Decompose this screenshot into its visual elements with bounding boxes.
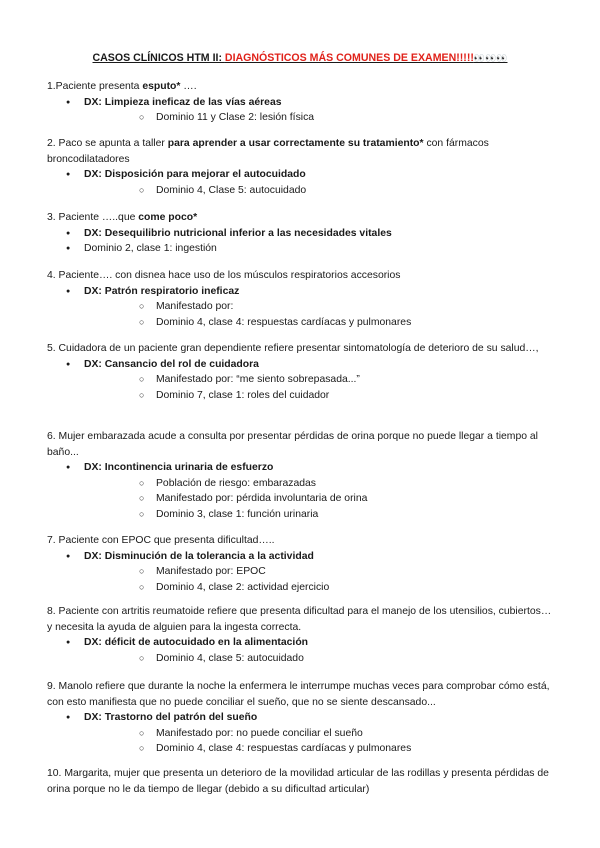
detail-item: ○ Manifestado por: pérdida involuntaria de orina (84, 491, 555, 507)
case-5 (47, 341, 555, 403)
bullet-text: DX: Limpieza ineficaz de las vías aéreas (84, 96, 282, 108)
case-1 (47, 79, 555, 126)
diagnosis-list (47, 460, 555, 522)
case-9 (47, 679, 555, 757)
bullet-text: DX: Disminución de la tolerancia a la actividad (84, 550, 314, 562)
detail-item: ○ Manifestado por: “me siento sobrepasada...” (84, 372, 555, 388)
detail-item: ○ Manifestado por: (84, 299, 555, 315)
question-segment: 6. Mujer embarazada acude a consulta por presentar pérdidas de orina porque no puede llegar a tiempo al baño... (47, 431, 538, 458)
detail-item: ○ Dominio 4, clase 5: autocuidado (84, 651, 555, 667)
bullet-text: DX: Trastorno del patrón del sueño (84, 712, 258, 723)
bullet-text: DX: Desequilibrio nutricional inferior a las necesidades vitales (84, 227, 392, 239)
case-3 (47, 210, 555, 257)
detail-item: ○ Dominio 3, clase 1: función urinaria (84, 507, 555, 523)
detail-item: ○ Dominio 7, clase 1: roles del cuidador (84, 388, 555, 404)
diagnosis-list (47, 95, 555, 126)
question-segment: 4. Paciente…. con disnea hace uso de los músculos respiratorios accesorios (47, 270, 401, 281)
diagnosis-list (47, 549, 555, 596)
case-4 (47, 268, 555, 330)
bullet-text: DX: Incontinencia urinaria de esfuerzo (84, 462, 274, 473)
detail-list (84, 651, 555, 667)
diagnosis-item (47, 167, 555, 198)
title-emoji: 👀👀👀 (473, 53, 508, 63)
bullet-text: DX: déficit de autocuidado en la alimentación (84, 637, 309, 648)
case-question (47, 341, 555, 357)
diagnosis-item (47, 284, 555, 331)
case-question (47, 429, 555, 460)
diagnosis-item (47, 460, 555, 522)
detail-list (84, 183, 555, 199)
case-7 (47, 533, 555, 595)
detail-item: ○ Manifestado por: no puede conciliar el sueño (84, 726, 555, 742)
question-segment: …. (180, 81, 197, 92)
diagnosis-item (47, 635, 555, 666)
diagnosis-item (47, 357, 555, 404)
bullet-text: Dominio 2, clase 1: ingestión (84, 243, 217, 254)
detail-list (84, 564, 555, 595)
detail-item: ○ Dominio 4, clase 4: respuestas cardíacas y pulmonares (84, 741, 555, 757)
question-segment: con fármacos broncodilatadores (47, 138, 489, 165)
detail-list (84, 476, 555, 523)
case-question (47, 766, 555, 797)
bullet-text: DX: Cansancio del rol de cuidadora (84, 358, 259, 370)
question-segment: 5. Cuidadora de un paciente gran dependiente refiere presentar sintomatología de deterioro de su salud…, (47, 343, 539, 354)
question-segment: 2. Paco se apunta a taller (47, 138, 168, 149)
detail-list (84, 110, 555, 126)
case-8 (47, 604, 555, 666)
question-segment: 7. Paciente con EPOC que presenta dificultad….. (47, 535, 275, 546)
question-segment: 8. Paciente con artritis reumatoide refiere que presenta dificultad para el manejo de los utensilios, cubiertos… y necesita la ayuda de alguien para la ingesta correcta. (47, 606, 552, 633)
case-10 (47, 766, 555, 797)
diagnosis-list (47, 357, 555, 404)
detail-list (84, 726, 555, 757)
document-title (0, 52, 600, 64)
diagnosis-item (47, 710, 555, 757)
detail-list (84, 372, 555, 403)
diagnosis-list (47, 635, 555, 666)
diagnosis-list (47, 710, 555, 757)
case-question (47, 268, 555, 284)
detail-item: ○ Población de riesgo: embarazadas (84, 476, 555, 492)
diagnosis-list (47, 167, 555, 198)
detail-item: ○ Dominio 4, clase 2: actividad ejercicio (84, 580, 555, 596)
diagnosis-list (47, 284, 555, 331)
question-segment: 3. Paciente …..que (47, 212, 139, 223)
bullet-text: DX: Patrón respiratorio ineficaz (84, 285, 240, 297)
case-question (47, 136, 555, 167)
question-segment: para aprender a usar correctamente su tratamiento* (167, 138, 424, 149)
title-prefix: CASOS CLÍNICOS HTM II: (92, 52, 225, 64)
case-question (47, 79, 555, 95)
case-question (47, 533, 555, 549)
question-segment: 10. Margarita, mujer que presenta un deterioro de la movilidad articular de las rodillas y presenta pérdidas de orina porque no le da tiempo de llegar (debido a su dificultad articular) (47, 768, 549, 795)
question-segment: esputo* (142, 81, 181, 92)
detail-item: ○ Dominio 4, Clase 5: autocuidado (84, 183, 555, 199)
detail-list (84, 299, 555, 330)
case-question (47, 210, 555, 226)
diagnosis-item (47, 95, 555, 126)
bullet-text: DX: Disposición para mejorar el autocuidado (84, 169, 306, 180)
diagnosis-list (47, 226, 555, 257)
detail-item: ○ Manifestado por: EPOC (84, 564, 555, 580)
question-segment: 9. Manolo refiere que durante la noche la enfermera le interrumpe muchas veces para comprobar cómo está, con esto manifiesta que no puede conciliar el sueño, que no se siente descansado... (47, 681, 550, 708)
case-6 (47, 429, 555, 522)
case-question (47, 604, 555, 635)
question-segment: 1.Paciente presenta (47, 81, 143, 92)
case-2 (47, 136, 555, 198)
diagnosis-item (47, 226, 555, 242)
diagnosis-item (47, 549, 555, 596)
detail-item: ○ Dominio 11 y Clase 2: lesión física (84, 110, 555, 126)
case-question (47, 679, 555, 710)
question-segment: come poco* (138, 212, 198, 223)
detail-item: ○ Dominio 4, clase 4: respuestas cardíacas y pulmonares (84, 315, 555, 331)
domain-item (47, 241, 555, 257)
title-highlight: DIAGNÓSTICOS MÁS COMUNES DE EXAMEN!!!!! (224, 52, 474, 64)
